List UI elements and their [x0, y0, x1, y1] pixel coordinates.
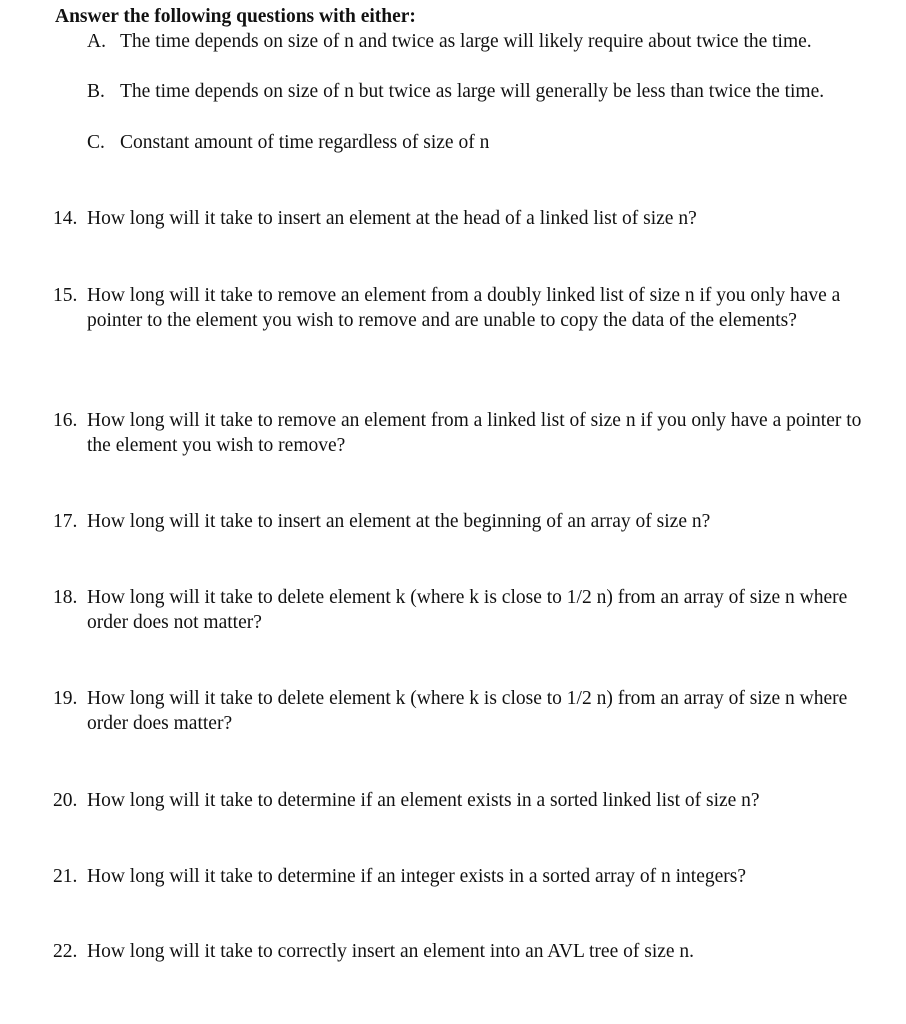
question-16: [53, 408, 883, 458]
question-text: How long will it take to remove an element from a linked list of size n if you only have a pointer to the element you wish to remove?: [87, 410, 862, 456]
question-15: [53, 283, 883, 333]
answer-option-b: [87, 79, 877, 104]
question-19: [53, 686, 883, 736]
question-text: How long will it take to insert an element at the beginning of an array of size n?: [87, 511, 711, 532]
question-21: [53, 864, 883, 889]
question-text: How long will it take to determine if an integer exists in a sorted array of n integers?: [87, 866, 747, 887]
option-letter: A.: [87, 31, 106, 52]
answer-option-c: [87, 130, 877, 155]
question-number: 22.: [53, 941, 78, 962]
question-22: [53, 939, 883, 964]
question-number: 18.: [53, 587, 78, 608]
option-text: The time depends on size of n but twice as large will generally be less than twice the time.: [120, 81, 825, 102]
question-20: [53, 788, 883, 813]
question-number: 16.: [53, 410, 78, 431]
question-text: How long will it take to insert an element at the head of a linked list of size n?: [87, 208, 697, 229]
option-letter: C.: [87, 132, 105, 153]
option-text: Constant amount of time regardless of size of n: [120, 132, 490, 153]
question-number: 19.: [53, 688, 78, 709]
option-letter: B.: [87, 81, 105, 102]
question-number: 14.: [53, 208, 78, 229]
instructions-heading: Answer the following questions with either:: [55, 6, 416, 27]
question-number: 15.: [53, 285, 78, 306]
question-17: [53, 509, 883, 534]
question-text: How long will it take to delete element k (where k is close to 1/2 n) from an array of size n where order does matter?: [87, 688, 848, 734]
question-number: 20.: [53, 790, 78, 811]
option-text: The time depends on size of n and twice as large will likely require about twice the time.: [120, 31, 812, 52]
question-text: How long will it take to correctly insert an element into an AVL tree of size n.: [87, 941, 695, 962]
answer-option-a: [87, 29, 877, 54]
question-number: 21.: [53, 866, 78, 887]
question-text: How long will it take to determine if an element exists in a sorted linked list of size n?: [87, 790, 760, 811]
question-text: How long will it take to delete element k (where k is close to 1/2 n) from an array of size n where order does not matter?: [87, 587, 848, 633]
question-14: [53, 206, 883, 231]
question-18: [53, 585, 883, 635]
question-number: 17.: [53, 511, 78, 532]
question-text: How long will it take to remove an element from a doubly linked list of size n if you only have a pointer to the element you wish to remove and are unable to copy the data of the elements?: [87, 285, 841, 331]
